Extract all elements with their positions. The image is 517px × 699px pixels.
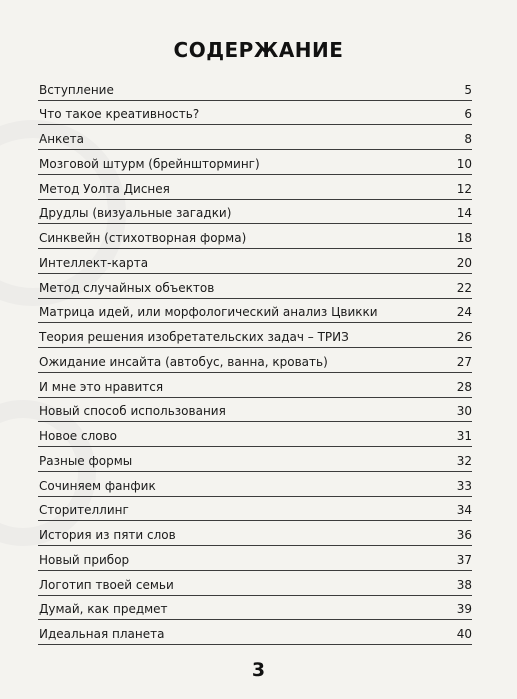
toc-entry	[38, 597, 472, 621]
page-number: 3	[251, 659, 266, 681]
toc-entry	[38, 523, 472, 547]
toc-entry	[38, 250, 472, 274]
toc-entry-title: И мне это нравится	[39, 379, 164, 394]
toc-entry-page: 37	[456, 552, 472, 567]
toc-entry-page: 39	[456, 602, 472, 617]
toc-entry	[38, 473, 472, 497]
toc-entry	[38, 77, 472, 101]
toc-entry-title: Идеальная планета	[39, 627, 165, 641]
toc-entry-title: Ожидание инсайта (автобус, ванна, кровать)	[39, 354, 328, 369]
toc-entry-page: 36	[456, 528, 472, 542]
toc-entry-page: 22	[456, 280, 472, 295]
toc-entry-title: Метод случайных объектов	[39, 280, 215, 295]
toc-entry	[38, 547, 472, 571]
toc-entry-page: 38	[456, 577, 472, 592]
toc-entry	[38, 176, 472, 200]
table-of-contents	[38, 77, 472, 646]
toc-entry-title: Мозговой штурм (брейншторминг)	[39, 156, 260, 171]
toc-entry-page: 24	[456, 305, 472, 320]
toc-entry-title: История из пяти слов	[39, 528, 176, 542]
toc-entry-page: 26	[456, 330, 472, 344]
toc-entry	[38, 399, 472, 423]
toc-entry-title: Что такое креативность?	[39, 107, 200, 122]
page-title: СОДЕРЖАНИЕ	[173, 38, 344, 62]
toc-entry	[38, 448, 472, 472]
toc-entry-page: 8	[464, 132, 472, 146]
toc-entry-page: 12	[456, 181, 472, 196]
toc-entry-page: 30	[456, 404, 472, 419]
toc-entry-title: Теория решения изобретательских задач – ТРИЗ	[39, 330, 349, 344]
toc-entry-title: Интеллект-карта	[39, 255, 149, 270]
toc-entry-title: Анкета	[39, 132, 85, 146]
toc-entry	[38, 572, 472, 596]
toc-entry-page: 34	[456, 503, 472, 518]
toc-entry	[38, 622, 472, 646]
toc-entry-title: Метод Уолта Диснея	[39, 181, 170, 196]
toc-entry-page: 20	[456, 255, 472, 270]
toc-entry-title: Логотип твоей семьи	[39, 577, 174, 592]
toc-entry	[38, 151, 472, 175]
toc-entry	[38, 300, 472, 324]
toc-entry-page: 28	[456, 379, 472, 394]
toc-entry-title: Матрица идей, или морфологический анализ Цвикки	[39, 305, 378, 320]
toc-entry	[38, 424, 472, 448]
toc-entry-title: Вступление	[39, 82, 114, 97]
toc-entry	[38, 374, 472, 398]
toc-entry-page: 18	[456, 231, 472, 245]
toc-entry	[38, 226, 472, 250]
toc-entry-page: 14	[456, 206, 472, 221]
toc-entry	[38, 349, 472, 373]
toc-entry-page: 31	[456, 429, 472, 443]
toc-entry-title: Сочиняем фанфик	[39, 478, 156, 493]
toc-entry-page: 6	[464, 107, 472, 122]
toc-entry-title: Думай, как предмет	[39, 602, 168, 617]
toc-entry-page: 33	[456, 478, 472, 493]
toc-entry-page: 5	[464, 82, 472, 97]
toc-entry-page: 27	[456, 354, 472, 369]
toc-entry-title: Новый способ использования	[39, 404, 226, 419]
toc-entry-title: Синквейн (стихотворная форма)	[39, 231, 247, 245]
toc-entry	[38, 127, 472, 151]
toc-entry-title: Новый прибор	[39, 552, 130, 567]
toc-entry-title: Разные формы	[39, 453, 133, 468]
toc-entry-page: 32	[456, 453, 472, 468]
toc-entry	[38, 275, 472, 299]
toc-entry-page: 40	[456, 627, 472, 641]
toc-entry	[38, 498, 472, 522]
toc-entry	[38, 201, 472, 225]
toc-entry-title: Друдлы (визуальные загадки)	[39, 206, 232, 221]
toc-entry	[38, 102, 472, 126]
toc-entry	[38, 325, 472, 349]
toc-entry-title: Новое слово	[39, 429, 117, 443]
toc-entry-title: Сторителлинг	[39, 503, 129, 518]
toc-entry-page: 10	[456, 156, 472, 171]
